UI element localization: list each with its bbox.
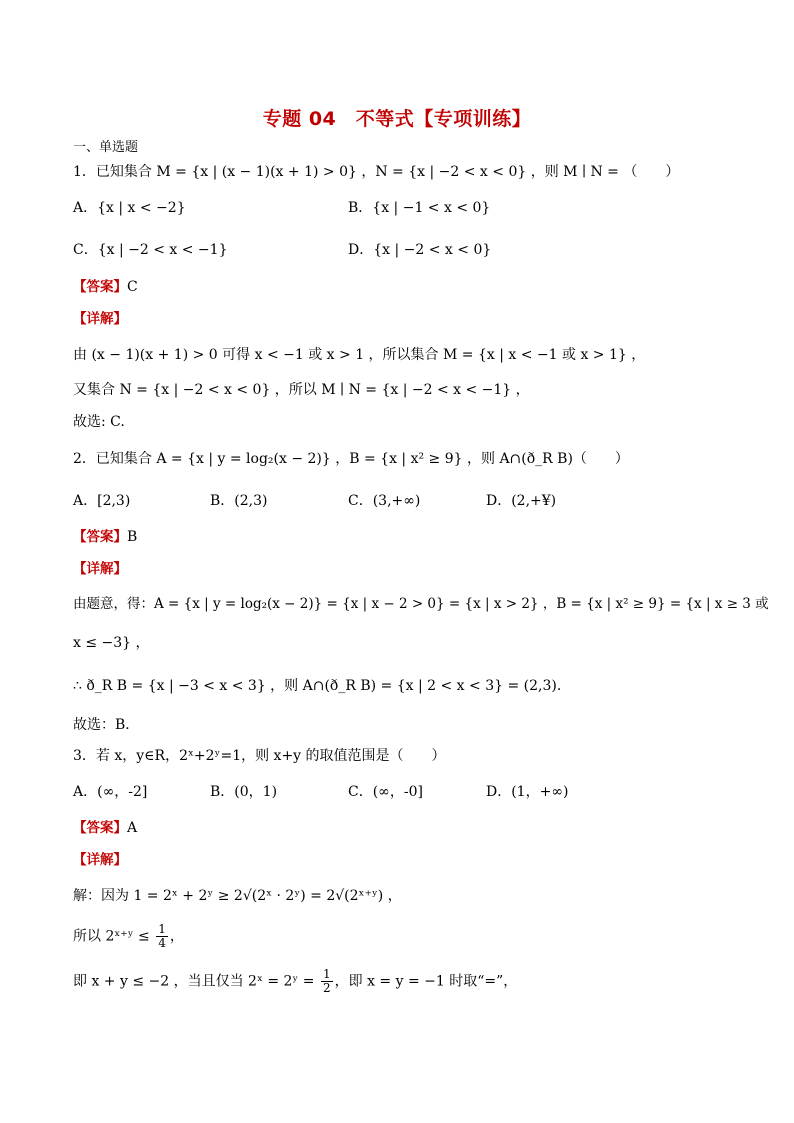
q1-detail-line-1: 由 (x − 1)(x + 1) > 0 可得 x < −1 或 x > 1 ，所以集合 M = {x | x < −1 或 x > 1} ， [73, 347, 646, 363]
fraction-numerator: 1 [158, 922, 166, 936]
q2-detail-line-1: 由题意，得：A = {x | y = log₂(x − 2)} = {x | x − 2 > 0} = {x | x > 2} ，B = {x | x² ≥ 9} = {x | x ≥ 3 或 [73, 596, 769, 612]
q3-stem: 3．若 x，y∈R，2ˣ+2ʸ=1，则 x+y 的取值范围是（ ） [73, 748, 446, 764]
q2-answer-line [73, 527, 137, 547]
q2-detail-line-2: x ≤ −3} ， [73, 635, 150, 651]
fraction-denominator: 4 [158, 936, 166, 950]
q3-detail-line-2-text: 所以 2ˣ⁺ʸ ≤ [73, 928, 150, 945]
detail-tag: 【详解】 [73, 311, 127, 327]
answer-tag: 【答案】 [73, 279, 127, 295]
q3-detail-line-2 [73, 923, 184, 950]
q2-option-b: B．(2,3) [210, 493, 268, 509]
q1-option-a: A．{x | x < −2} [73, 200, 186, 216]
q1-detail-line-3: 故选: C. [73, 414, 125, 430]
q3-option-d: D．(1，+∞) [486, 784, 569, 800]
detail-tag: 【详解】 [73, 852, 127, 868]
detail-tag: 【详解】 [73, 561, 127, 577]
q3-option-a: A．(∞，-2] [73, 784, 148, 800]
q2-option-d: D．(2,+¥) [486, 493, 557, 509]
q1-answer-value: C [127, 279, 138, 295]
q1-stem: 1．已知集合 M = {x | (x − 1)(x + 1) > 0} ，N = {x | −2 < x < 0} ，则 M ∣ N = （ ） [73, 164, 680, 180]
fraction-numerator: 1 [323, 967, 331, 981]
q2-answer-value: B [127, 529, 138, 545]
fraction-one-quarter [156, 923, 168, 950]
q3-answer-value: A [127, 820, 138, 836]
q3-detail-line-3-tail: ，即 x = y = −1 时取“=”， [334, 973, 518, 990]
q1-option-d: D．{x | −2 < x < 0} [348, 242, 492, 258]
q1-detail-tag [73, 309, 127, 329]
answer-tag: 【答案】 [73, 529, 127, 545]
q2-detail-line-3: ∴ ð_R B = {x | −3 < x < 3} ，则 A∩(ð_R B) = {x | 2 < x < 3} = (2,3). [73, 678, 562, 694]
q3-option-c: C．(∞，-0] [348, 784, 423, 800]
answer-tag: 【答案】 [73, 820, 127, 836]
q1-option-c: C．{x | −2 < x < −1} [73, 242, 228, 258]
fraction-denominator: 2 [323, 981, 331, 995]
q1-detail-line-2: 又集合 N = {x | −2 < x < 0} ，所以 M ∣ N = {x | −2 < x < −1} ， [73, 382, 530, 398]
q1-answer-line [73, 277, 138, 297]
q2-option-a: A．[2,3) [73, 493, 131, 509]
q2-stem: 2．已知集合 A = {x | y = log₂(x − 2)} ，B = {x | x² ≥ 9} ，则 A∩(ð_R B)（ ） [73, 451, 629, 467]
q3-detail-line-3 [73, 968, 517, 995]
q2-option-c: C．(3,+∞) [348, 493, 421, 509]
q3-detail-line-2-comma: ， [169, 928, 184, 945]
q3-answer-line [73, 818, 137, 838]
page-title: 专题 04 不等式【专项训练】 [262, 108, 532, 130]
section-heading: 一、单选题 [73, 140, 139, 155]
q2-detail-tag [73, 559, 127, 579]
q3-detail-line-1: 解：因为 1 = 2ˣ + 2ʸ ≥ 2√(2ˣ · 2ʸ) = 2√(2ˣ⁺ʸ) ， [73, 888, 402, 904]
q3-option-b: B．(0，1) [210, 784, 278, 800]
q3-detail-line-3-text: 即 x + y ≤ −2 ，当且仅当 2ˣ = 2ʸ = [73, 973, 315, 990]
fraction-one-half [321, 968, 333, 995]
q3-detail-tag [73, 850, 127, 870]
q2-detail-line-4: 故选：B． [73, 717, 140, 733]
q1-option-b: B．{x | −1 < x < 0} [348, 200, 491, 216]
